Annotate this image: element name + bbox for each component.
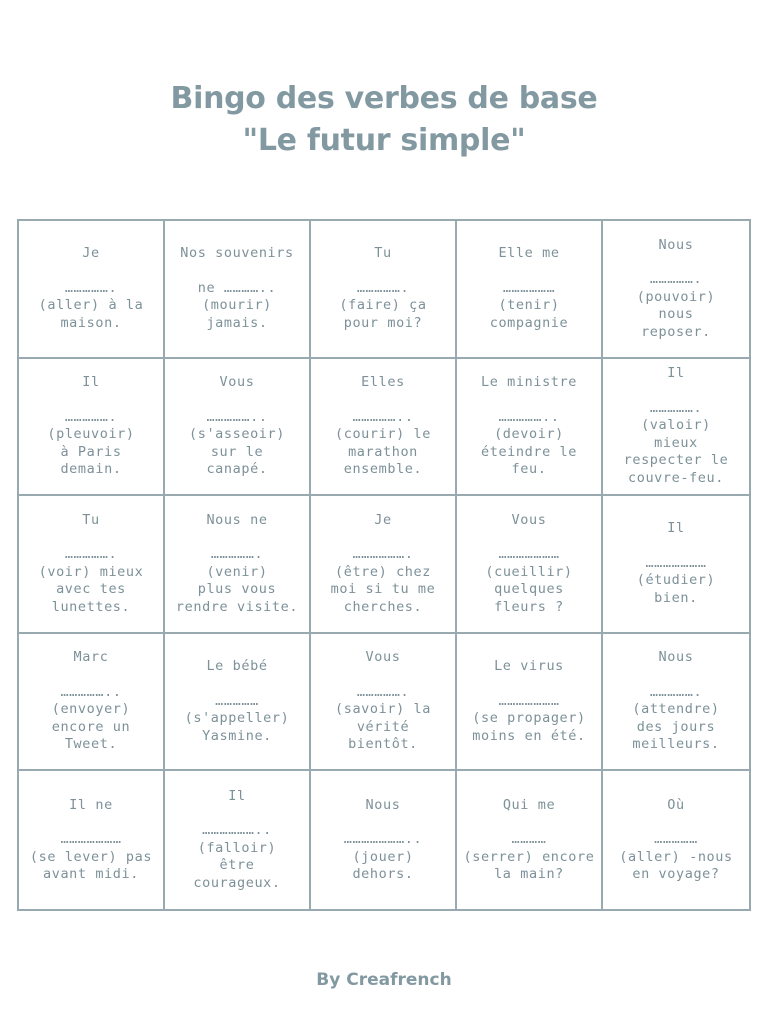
cell-text-line: (jouer) xyxy=(352,848,414,865)
cell-blank: ………………… xyxy=(498,692,560,709)
cell-blank: …………….. xyxy=(352,408,414,425)
cell-text-line: (serrer) encore xyxy=(463,848,595,865)
cell-text-line: meilleurs. xyxy=(632,736,720,753)
cell-text-line: mieux xyxy=(654,434,698,451)
bingo-cell xyxy=(603,496,749,634)
cell-blank: …………….. xyxy=(60,683,122,700)
cell-blank: ……………. xyxy=(356,279,410,296)
cell-text-line: moins en été. xyxy=(472,727,586,744)
cell-text-line: (cueillir) xyxy=(485,563,573,580)
cell-text-line: (être) chez xyxy=(334,563,431,580)
cell-text-line: moi si tu me xyxy=(330,581,436,598)
cell-subject: Qui me xyxy=(502,796,556,813)
cell-blank: ne ………….. xyxy=(197,279,277,296)
cell-blank: ……………. xyxy=(64,279,118,296)
cell-text-line: (se propager) xyxy=(472,710,586,727)
cell-text-line: dehors. xyxy=(352,866,414,883)
bingo-grid xyxy=(17,219,751,911)
cell-blank: ………………….. xyxy=(343,831,423,848)
bingo-cell xyxy=(457,496,603,634)
bingo-cell xyxy=(603,771,749,909)
cell-text-line: (devoir) xyxy=(494,426,564,443)
cell-subject: Il xyxy=(228,787,246,804)
cell-blank: …………….. xyxy=(206,408,268,425)
cell-text-line: (étudier) xyxy=(636,572,716,589)
cell-text-line: sur le xyxy=(210,443,264,460)
title-line-1: Bingo des verbes de base xyxy=(170,81,598,116)
cell-blank: ………………. xyxy=(352,546,414,563)
cell-blank: …………… xyxy=(654,831,698,848)
cell-text-line: (envoyer) xyxy=(51,701,131,718)
cell-text-line: rendre visite. xyxy=(175,598,299,615)
cell-text-line: éteindre le xyxy=(480,443,577,460)
cell-text-line: (venir) xyxy=(206,563,268,580)
cell-text-line: (voir) mieux xyxy=(38,563,144,580)
bingo-cell xyxy=(19,496,165,634)
cell-text-line: vérité xyxy=(356,718,410,735)
cell-text-line: (aller) à la xyxy=(38,297,144,314)
cell-subject: Tu xyxy=(82,511,100,528)
cell-text-line: maison. xyxy=(60,314,122,331)
cell-text-line: ensemble. xyxy=(343,461,423,478)
cell-text-line: nous xyxy=(658,306,694,323)
cell-text-line: feu. xyxy=(511,461,547,478)
cell-text-line: compagnie xyxy=(489,314,569,331)
cell-text-line: (savoir) la xyxy=(334,701,431,718)
cell-subject: Marc xyxy=(73,649,109,666)
cell-blank: ……………. xyxy=(64,546,118,563)
bingo-cell xyxy=(19,221,165,359)
cell-blank: ……………. xyxy=(64,408,118,425)
cell-subject: Nous xyxy=(658,236,694,253)
cell-text-line: (pouvoir) xyxy=(636,288,716,305)
cell-blank: ………… xyxy=(511,831,547,848)
cell-text-line: demain. xyxy=(60,461,122,478)
cell-subject: Vous xyxy=(365,649,401,666)
cell-subject: Le ministre xyxy=(480,374,577,391)
bingo-cell xyxy=(457,359,603,497)
cell-text-line: (aller) -nous xyxy=(619,848,733,865)
cell-blank: ……………. xyxy=(356,683,410,700)
cell-subject: Il xyxy=(82,374,100,391)
cell-subject: Nous xyxy=(658,649,694,666)
cell-text-line: des jours xyxy=(636,718,716,735)
cell-subject: Il ne xyxy=(69,796,113,813)
bingo-cell xyxy=(457,634,603,772)
cell-subject: Le bébé xyxy=(206,658,268,675)
footer-credit: By Creafrench xyxy=(316,970,452,990)
cell-text-line: plus vous xyxy=(197,581,277,598)
cell-text-line: (tenir) xyxy=(498,297,560,314)
cell-blank: ……………. xyxy=(649,271,703,288)
cell-subject: Nous xyxy=(365,796,401,813)
cell-blank: ………………… xyxy=(498,546,560,563)
bingo-cell xyxy=(311,634,457,772)
bingo-cell xyxy=(603,359,749,497)
bingo-cell xyxy=(165,634,311,772)
cell-subject: Nous ne xyxy=(206,511,268,528)
cell-subject: Elle me xyxy=(498,245,560,262)
cell-text-line: (pleuvoir) xyxy=(47,426,135,443)
cell-subject: Je xyxy=(374,511,392,528)
cell-subject: Elles xyxy=(361,374,405,391)
cell-subject: Il xyxy=(667,365,685,382)
cell-blank: ……………. xyxy=(649,399,703,416)
cell-text-line: Yasmine. xyxy=(202,727,272,744)
cell-text-line: bientôt. xyxy=(348,736,418,753)
cell-subject: Où xyxy=(667,796,685,813)
cell-text-line: (attendre) xyxy=(632,701,720,718)
cell-text-line: en voyage? xyxy=(632,866,720,883)
cell-text-line: être xyxy=(219,857,255,874)
cell-text-line: cherches. xyxy=(343,598,423,615)
cell-text-line: à Paris xyxy=(60,443,122,460)
cell-subject: Vous xyxy=(511,511,547,528)
cell-blank: ……………….. xyxy=(202,822,272,839)
cell-text-line: canapé. xyxy=(206,461,268,478)
cell-text-line: bien. xyxy=(654,589,698,606)
cell-text-line: la main? xyxy=(494,866,564,883)
title-line-2: "Le futur simple" xyxy=(242,123,526,158)
bingo-cell xyxy=(311,221,457,359)
bingo-cell xyxy=(457,771,603,909)
cell-text-line: fleurs ? xyxy=(494,598,564,615)
bingo-cell xyxy=(311,771,457,909)
cell-text-line: respecter le xyxy=(623,452,729,469)
bingo-cell xyxy=(603,634,749,772)
cell-text-line: (s'asseoir) xyxy=(188,426,285,443)
cell-blank: ……………. xyxy=(649,683,703,700)
cell-text-line: avec tes xyxy=(56,581,126,598)
cell-text-line: (courir) le xyxy=(334,426,431,443)
cell-text-line: (faire) ça xyxy=(339,297,427,314)
bingo-cell xyxy=(19,771,165,909)
bingo-cell xyxy=(19,634,165,772)
cell-text-line: marathon xyxy=(348,443,418,460)
bingo-cell xyxy=(165,221,311,359)
cell-text-line: (valoir) xyxy=(641,417,711,434)
cell-text-line: (se lever) pas xyxy=(29,848,153,865)
cell-text-line: encore un xyxy=(51,718,131,735)
cell-text-line: lunettes. xyxy=(51,598,131,615)
bingo-cell xyxy=(19,359,165,497)
cell-subject: Nos souvenirs xyxy=(180,245,294,262)
cell-text-line: pour moi? xyxy=(343,314,423,331)
cell-text-line: avant midi. xyxy=(42,866,139,883)
bingo-cell xyxy=(165,359,311,497)
cell-text-line: (falloir) xyxy=(197,839,277,856)
cell-blank: ……………. xyxy=(210,546,264,563)
cell-text-line: couvre-feu. xyxy=(627,469,724,486)
cell-text-line: jamais. xyxy=(206,314,268,331)
cell-subject: Je xyxy=(82,245,100,262)
cell-subject: Tu xyxy=(374,245,392,262)
bingo-cell xyxy=(165,496,311,634)
cell-blank: …………….. xyxy=(498,408,560,425)
cell-text-line: courageux. xyxy=(193,874,281,891)
bingo-cell xyxy=(311,359,457,497)
cell-text-line: Tweet. xyxy=(64,736,118,753)
cell-subject: Le virus xyxy=(494,658,564,675)
cell-blank: ………………… xyxy=(60,831,122,848)
cell-text-line: (s'appeller) xyxy=(184,710,290,727)
cell-text-line: (mourir) xyxy=(202,297,272,314)
cell-subject: Il xyxy=(667,520,685,537)
cell-text-line: quelques xyxy=(494,581,564,598)
bingo-cell xyxy=(165,771,311,909)
bingo-cell xyxy=(311,496,457,634)
bingo-cell xyxy=(457,221,603,359)
page-title xyxy=(0,78,768,162)
bingo-cell xyxy=(603,221,749,359)
cell-blank: ……………… xyxy=(502,279,556,296)
cell-blank: ………………… xyxy=(645,554,707,571)
cell-subject: Vous xyxy=(219,374,255,391)
cell-blank: …………… xyxy=(215,692,259,709)
cell-text-line: reposer. xyxy=(641,323,711,340)
